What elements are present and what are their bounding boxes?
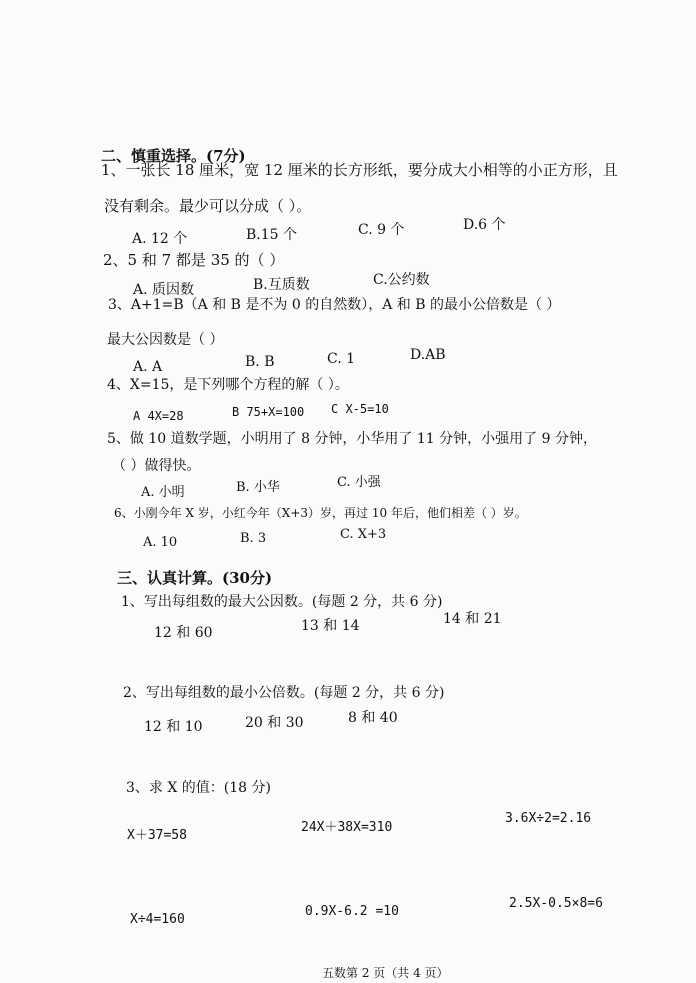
- q2-option-c: C.公约数: [373, 272, 430, 288]
- q1-option-d: D.6 个: [463, 217, 506, 233]
- p3-eq-2: 24X＋38X=310: [301, 820, 393, 835]
- q4-stem: 4、X=15，是下列哪个方程的解（ ）。: [107, 377, 349, 393]
- q4-option-b: B 75+X=100: [232, 405, 305, 419]
- q5-line1: 5、做 10 道数学题，小明用了 8 分钟，小华用了 11 分钟，小强用了 9 分钟，: [107, 431, 597, 447]
- q5-option-a: A. 小明: [141, 485, 185, 500]
- p1-item-1: 12 和 60: [154, 625, 213, 641]
- p3-stem: 3、求 X 的值：(18 分): [126, 780, 271, 796]
- q3-option-a: A. A: [133, 359, 163, 375]
- q1-line2: 没有剩余。最少可以分成（ ）。: [104, 197, 312, 215]
- q6-stem: 6、小刚今年 X 岁，小红今年（X+3）岁，再过 10 年后，他们相差（ ）岁。: [114, 506, 527, 520]
- p1-item-2: 13 和 14: [301, 618, 360, 634]
- q1-option-c: C. 9 个: [358, 222, 405, 238]
- p2-item-2: 20 和 30: [245, 715, 304, 731]
- page-footer: 五数第 2 页（共 4 页）: [322, 966, 449, 980]
- q6-option-b: B. 3: [240, 531, 267, 546]
- q6-option-c: C. X+3: [340, 527, 387, 542]
- q4-option-c: C X-5=10: [331, 402, 389, 416]
- q3-line2: 最大公因数是（ ）: [107, 332, 224, 348]
- p3-eq-1: X＋37=58: [127, 828, 187, 843]
- q3-option-d: D.AB: [410, 347, 446, 363]
- q2-option-b: B.互质数: [253, 277, 310, 293]
- q6-option-a: A. 10: [143, 535, 178, 550]
- q5-option-b: B. 小华: [236, 480, 280, 495]
- p2-stem: 2、写出每组数的最小公倍数。(每题 2 分，共 6 分): [123, 685, 445, 701]
- q1-option-a: A. 12 个: [132, 231, 188, 247]
- p3-eq-3: 3.6X÷2=2.16: [505, 811, 592, 826]
- p1-stem: 1、写出每组数的最大公因数。(每题 2 分，共 6 分): [121, 594, 443, 610]
- section3-title: 三、认真计算。(30分): [117, 569, 273, 587]
- section2-title: 二、慎重选择。(7分): [101, 147, 246, 165]
- q2-stem: 2、5 和 7 都是 35 的（ ）: [103, 251, 285, 269]
- q5-option-c: C. 小强: [337, 475, 381, 490]
- q1-option-b: B.15 个: [246, 227, 298, 243]
- q4-option-a: A 4X=28: [133, 409, 184, 423]
- p3-eq-5: 0.9X-6.2 =10: [305, 904, 399, 919]
- q3-option-b: B. B: [245, 354, 275, 370]
- q3-line1: 3、A+1=B（A 和 B 是不为 0 的自然数），A 和 B 的最小公倍数是（ ）: [108, 297, 561, 313]
- q3-option-c: C. 1: [327, 351, 356, 367]
- p2-item-1: 12 和 10: [144, 719, 203, 735]
- q2-option-a: A. 质因数: [133, 282, 195, 298]
- p2-item-3: 8 和 40: [348, 710, 398, 726]
- p3-eq-4: X÷4=160: [130, 912, 185, 927]
- q5-line2: （ ）做得快。: [112, 458, 201, 474]
- p1-item-3: 14 和 21: [443, 611, 502, 627]
- p3-eq-6: 2.5X-0.5×8=6: [509, 896, 603, 911]
- q1-line1: 1、一张长 18 厘米，宽 12 厘米的长方形纸，要分成大小相等的小正方形，且: [101, 161, 618, 179]
